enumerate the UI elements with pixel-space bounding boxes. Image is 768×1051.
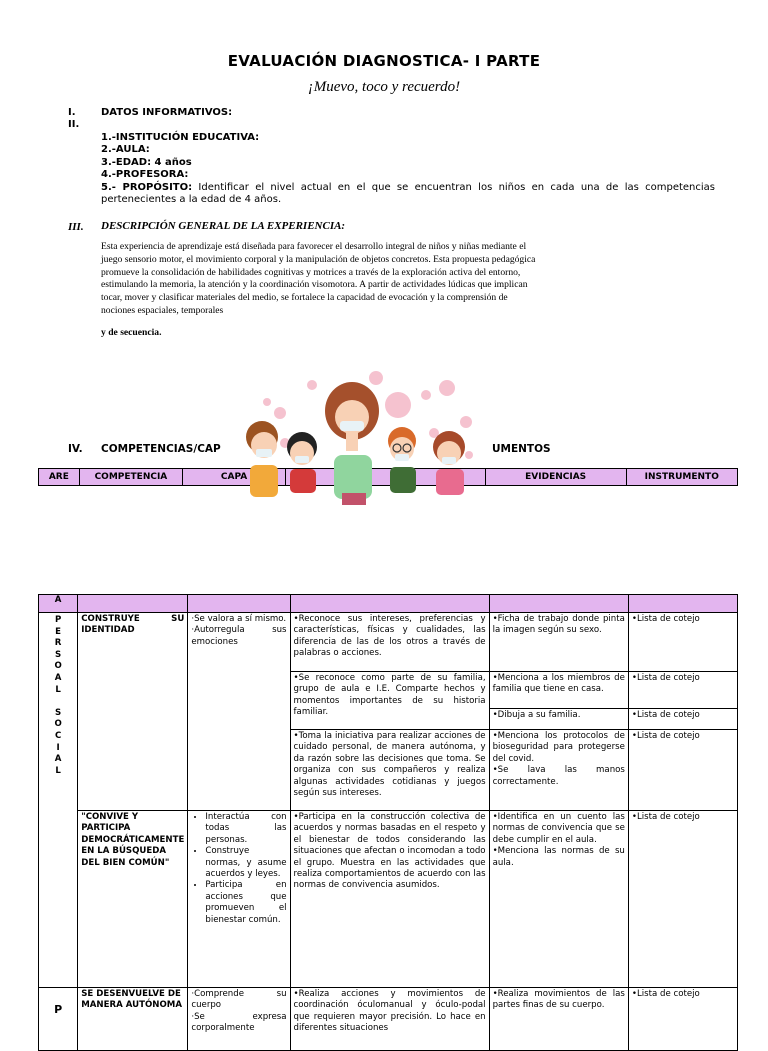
area-letter: E <box>55 626 62 637</box>
col-evidencias: EVIDENCIAS <box>485 469 626 486</box>
competencia-convive: "CONVIVE Y PARTICIPA DEMOCRÁTICAMENTE EN LA BÚSQUEDA DEL BIEN COMÚN" <box>78 811 188 988</box>
desempeno-cell: •Realiza acciones y movimientos de coordinación óculomanual y óculo-podal que requieren mayor precisión. Lo hace en diferentes situaciones <box>290 988 489 1051</box>
desempeno-cell: •Participa en la construcción colectiva de acuerdos y normas basadas en el respeto y el bienestar de todos considerando las situaciones que afectan o incomodan a todo el grupo. Muestra en las actividades que realiza comportamientos de acuerdo con las normas de convivencia asumidos. <box>290 811 489 988</box>
empty-cell <box>628 595 737 613</box>
area-letter: L <box>55 765 61 776</box>
instrumento-cell: •Lista de cotejo <box>628 613 737 672</box>
section-4-title-left: COMPETENCIAS/CAP <box>101 443 221 455</box>
competencies-table <box>38 594 738 1051</box>
table-row <box>39 811 738 988</box>
instrumento-cell: •Lista de cotejo <box>628 988 737 1051</box>
col-instrumento: INSTRUMENTO <box>626 469 737 486</box>
field-proposito <box>101 182 715 206</box>
area-letter: S <box>55 707 62 718</box>
capacidad-item: ·Se expresa corporalmente <box>191 1011 287 1034</box>
field-edad: 3.-EDAD: 4 años <box>101 157 192 168</box>
instrumento-cell: •Lista de cotejo <box>628 730 737 811</box>
capacidades-identidad <box>188 613 290 811</box>
empty-cell <box>78 595 188 613</box>
empty-cell <box>489 595 628 613</box>
field-institucion: 1.-INSTITUCIÓN EDUCATIVA: <box>101 132 260 143</box>
instrumento-cell: •Lista de cotejo <box>628 672 737 709</box>
area-letter: L <box>55 684 61 695</box>
table-row <box>39 595 738 613</box>
area-letter-spacer <box>39 696 77 708</box>
document-subtitle: ¡Muevo, toco y recuerdo! <box>307 79 461 95</box>
instrumento-cell: •Lista de cotejo <box>628 811 737 988</box>
area-letter: O <box>54 719 62 730</box>
desempeno-cell: •Toma la iniciativa para realizar acciones de cuidado personal, de manera autónoma, y da razón sobre las decisiones que toma. Se organiza con sus compañeros y realiza algunas actividades cotidianas y juegos según sus intereses. <box>290 730 489 811</box>
section-2-number: II. <box>68 119 80 130</box>
evidencia-cell: •Dibuja a su familia. <box>489 709 628 730</box>
evidencia-cell: •Menciona a los miembros de familia que tiene en casa. <box>489 672 628 709</box>
capacidades-desenvuelve <box>188 988 290 1051</box>
empty-cell <box>188 595 290 613</box>
empty-cell <box>290 595 489 613</box>
experience-description: Esta experiencia de aprendizaje está diseñada para favorecer el desarrollo integral de niños y niñas mediante el juego sensorio motor, el movimiento corporal y la manipulación de objetos concretos. Esta propuesta pedagógica promueve la consolidación de habilidades cognitivas y motrices a través de la exploración activa del entorno, estimulando la memoria, la atención y la coordinación visomotora. A partir de actividades lúdicas que implican tocar, mover y clasificar materiales del medio, se fortalece la capacidad de evocación y la comprensión de nociones espaciales, temporales <box>101 241 536 316</box>
capacidad-item: • Construye normas, y asume acuerdos y leyes. <box>205 846 286 880</box>
section-3-title: DESCRIPCIÓN GENERAL DE LA EXPERIENCIA: <box>101 220 346 232</box>
col-area: ARE <box>39 469 80 486</box>
section-3-number: III. <box>68 221 84 233</box>
capacidad-item: ·Autorregula sus emociones <box>191 625 287 647</box>
area-psicomotriz <box>39 988 78 1051</box>
capacidad-item: • Participa en acciones que promueven el bienestar común. <box>205 880 286 926</box>
capacidad-item: • Interactúa con todas las personas. <box>205 812 286 846</box>
competencia-desenvuelve: SE DESENVUELVE DE MANERA AUTÓNOMA <box>78 988 188 1051</box>
proposito-text: Identificar el nivel actual en el que se encuentran los niños en cada una de las competencias pertenecientes a la edad de 4 años. <box>101 182 715 205</box>
section-1-number: I. <box>68 107 76 118</box>
experience-description-end: y de secuencia. <box>101 327 162 338</box>
col-competencia: COMPETENCIA <box>79 469 183 486</box>
children-masks-illustration <box>238 355 500 505</box>
area-letter: A <box>54 672 62 683</box>
field-profesora: 4.-PROFESORA: <box>101 169 189 180</box>
table-row <box>39 988 738 1051</box>
section-1-title: DATOS INFORMATIVOS: <box>101 107 233 118</box>
area-letter: O <box>54 661 62 672</box>
area-letter: I <box>56 742 60 753</box>
area-letter: P <box>54 615 62 625</box>
evidencia-cell: •Identifica en un cuento las normas de convivencia que se debe cumplir en el aula. •Menciona las normas de su aula. <box>489 811 628 988</box>
desempeno-cell: •Se reconoce como parte de su familia, grupo de aula e I.E. Comparte hechos y momentos importantes de su historia familiar. <box>290 672 489 730</box>
table-row <box>39 613 738 672</box>
area-letter: P <box>54 1003 63 1016</box>
capacidad-item: ·Comprende su cuerpo <box>191 989 287 1011</box>
area-personal-social <box>39 613 78 988</box>
competencia-construye-identidad: CONSTRUYE SU IDENTIDAD <box>78 613 188 811</box>
area-letter: C <box>54 730 62 741</box>
evidencia-cell: •Ficha de trabajo donde pinta la imagen según su sexo. <box>489 613 628 672</box>
col-capacidades: CAPA <box>183 469 286 486</box>
area-top-letter: A <box>39 595 78 613</box>
proposito-label: 5.- PROPÓSITO: <box>101 182 193 193</box>
capacidad-item: ·Se valora a sí mismo. <box>191 614 287 624</box>
instrumento-cell: •Lista de cotejo <box>628 709 737 730</box>
evidencia-cell: •Menciona los protocolos de bioseguridad para protegerse del covid. •Se lava las manos correctamente. <box>489 730 628 811</box>
section-4-number: IV. <box>68 443 83 455</box>
capacidades-convive <box>188 811 290 988</box>
desempeno-cell: •Reconoce sus intereses, preferencias y características, físicas y cualidades, las diferencia de las de los otros a través de palabras o acciones. <box>290 613 489 672</box>
area-letter: A <box>54 754 62 765</box>
evidencia-cell: •Realiza movimientos de las partes finas de su cuerpo. <box>489 988 628 1051</box>
section-4-title-right: UMENTOS <box>492 443 551 455</box>
area-letter: S <box>55 649 62 660</box>
area-letter: R <box>54 638 62 649</box>
document-title: EVALUACIÓN DIAGNOSTICA- I PARTE <box>227 52 541 70</box>
field-aula: 2.-AULA: <box>101 144 150 155</box>
